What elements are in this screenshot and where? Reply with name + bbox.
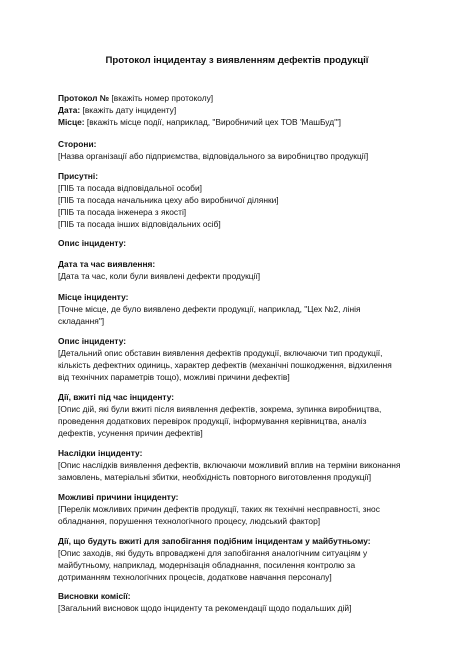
section-line: дотриманням технологічних процесів, додаткове навчання персоналу] — [58, 572, 332, 582]
section-line: від технічних параметрів тощо), можливі причини дефектів] — [58, 372, 290, 382]
section-heading: Дата та час виявлення: — [58, 259, 156, 269]
section-incident-description — [58, 335, 430, 383]
section-line: [Опис заходів, які будуть впроваджені для запобігання аналогічним ситуаціям у — [58, 548, 368, 558]
present-item: [ПІБ та посада начальника цеху або виробничої ділянки] — [58, 195, 279, 205]
protocol-number-value: [вкажіть номер протоколу] — [109, 93, 214, 103]
incident-description-heading-block — [58, 237, 430, 249]
section-line: [Загальний висновок щодо інциденту та рекомендації щодо подальших дій] — [58, 603, 352, 613]
protocol-number-label: Протокол № — [58, 93, 110, 103]
section-line: проведення додаткових перевірок продукції, інформування керівництва, аналіз — [58, 416, 367, 426]
section-line: дефектів, усунення причин дефектів] — [58, 428, 203, 438]
section-line: [Точне місце, де було виявлено дефекти продукції, наприклад, "Цех №2, лінія — [58, 304, 361, 314]
section-heading: Дії, вжиті під час інциденту: — [58, 392, 175, 402]
date-value: [вкажіть дату інциденту] — [80, 105, 177, 115]
place-value: [вкажіть місце події, наприклад, "Виробничий цех ТОВ 'МашБуд'"] — [84, 117, 341, 127]
protocol-number-line — [58, 92, 428, 104]
section-line: замовлень, матеріальні збитки, необхідність повторного виготовлення продукції] — [58, 472, 372, 482]
section-heading: Місце інциденту: — [58, 292, 129, 302]
parties-heading: Сторони: — [58, 139, 97, 149]
section-line: обладнання, порушення технологічного процесу, людський фактор] — [58, 516, 321, 526]
section-commission-conclusions — [58, 590, 430, 614]
present-item: [ПІБ та посада інженера з якості] — [58, 207, 187, 217]
section-heading: Дії, що будуть вжиті для запобігання подібним інцидентам у майбутньому: — [58, 536, 371, 546]
section-consequences — [58, 447, 430, 483]
date-label: Дата: — [58, 105, 81, 115]
section-prevention-actions — [58, 535, 430, 583]
section-line: [Опис дій, які були вжиті після виявлення дефектів, зокрема, зупинка виробництва, — [58, 404, 382, 414]
section-line: складання"] — [58, 316, 105, 326]
place-label: Місце: — [58, 117, 85, 127]
section-line: [Опис наслідків виявлення дефектів, включаючи можливий вплив на терміни виконання — [58, 460, 401, 470]
parties-section — [58, 138, 430, 162]
section-heading: Наслідки інциденту: — [58, 448, 143, 458]
section-line: [Перелік можливих причин дефектів продукції, таких як технічні несправності, знос — [58, 504, 380, 514]
document-title: Протокол інцидентау з виявленням дефектів продукції — [105, 55, 369, 66]
present-item: [ПІБ та посада інших відповідальних осіб] — [58, 219, 221, 229]
incident-description-heading: Опис інциденту: — [58, 238, 127, 248]
section-possible-causes — [58, 491, 430, 527]
present-heading: Присутні: — [58, 171, 98, 181]
section-line: [Детальний опис обставин виявлення дефектів продукції, включаючи тип продукції, — [58, 348, 383, 358]
section-heading: Висновки комісії: — [58, 591, 131, 601]
section-actions-taken — [58, 391, 430, 439]
place-line — [58, 116, 428, 128]
date-line — [58, 104, 428, 116]
section-detection-time — [58, 258, 430, 282]
section-heading: Можливі причини інциденту: — [58, 492, 179, 502]
section-line: майбутньому, наприклад, модернізація обладнання, посилення контролю за — [58, 560, 356, 570]
parties-text: [Назва організації або підприємства, відповідального за виробництво продукції] — [58, 151, 369, 161]
section-incident-place — [58, 291, 430, 327]
section-line: кількість дефектних одиниць, характер дефектів (механічні пошкодження, відхилення — [58, 360, 392, 370]
present-item: [ПІБ та посада відповідальної особи] — [58, 183, 202, 193]
section-heading: Опис інциденту: — [58, 336, 127, 346]
section-line: [Дата та час, коли були виявлені дефекти продукції] — [58, 271, 261, 281]
present-section — [58, 170, 430, 230]
